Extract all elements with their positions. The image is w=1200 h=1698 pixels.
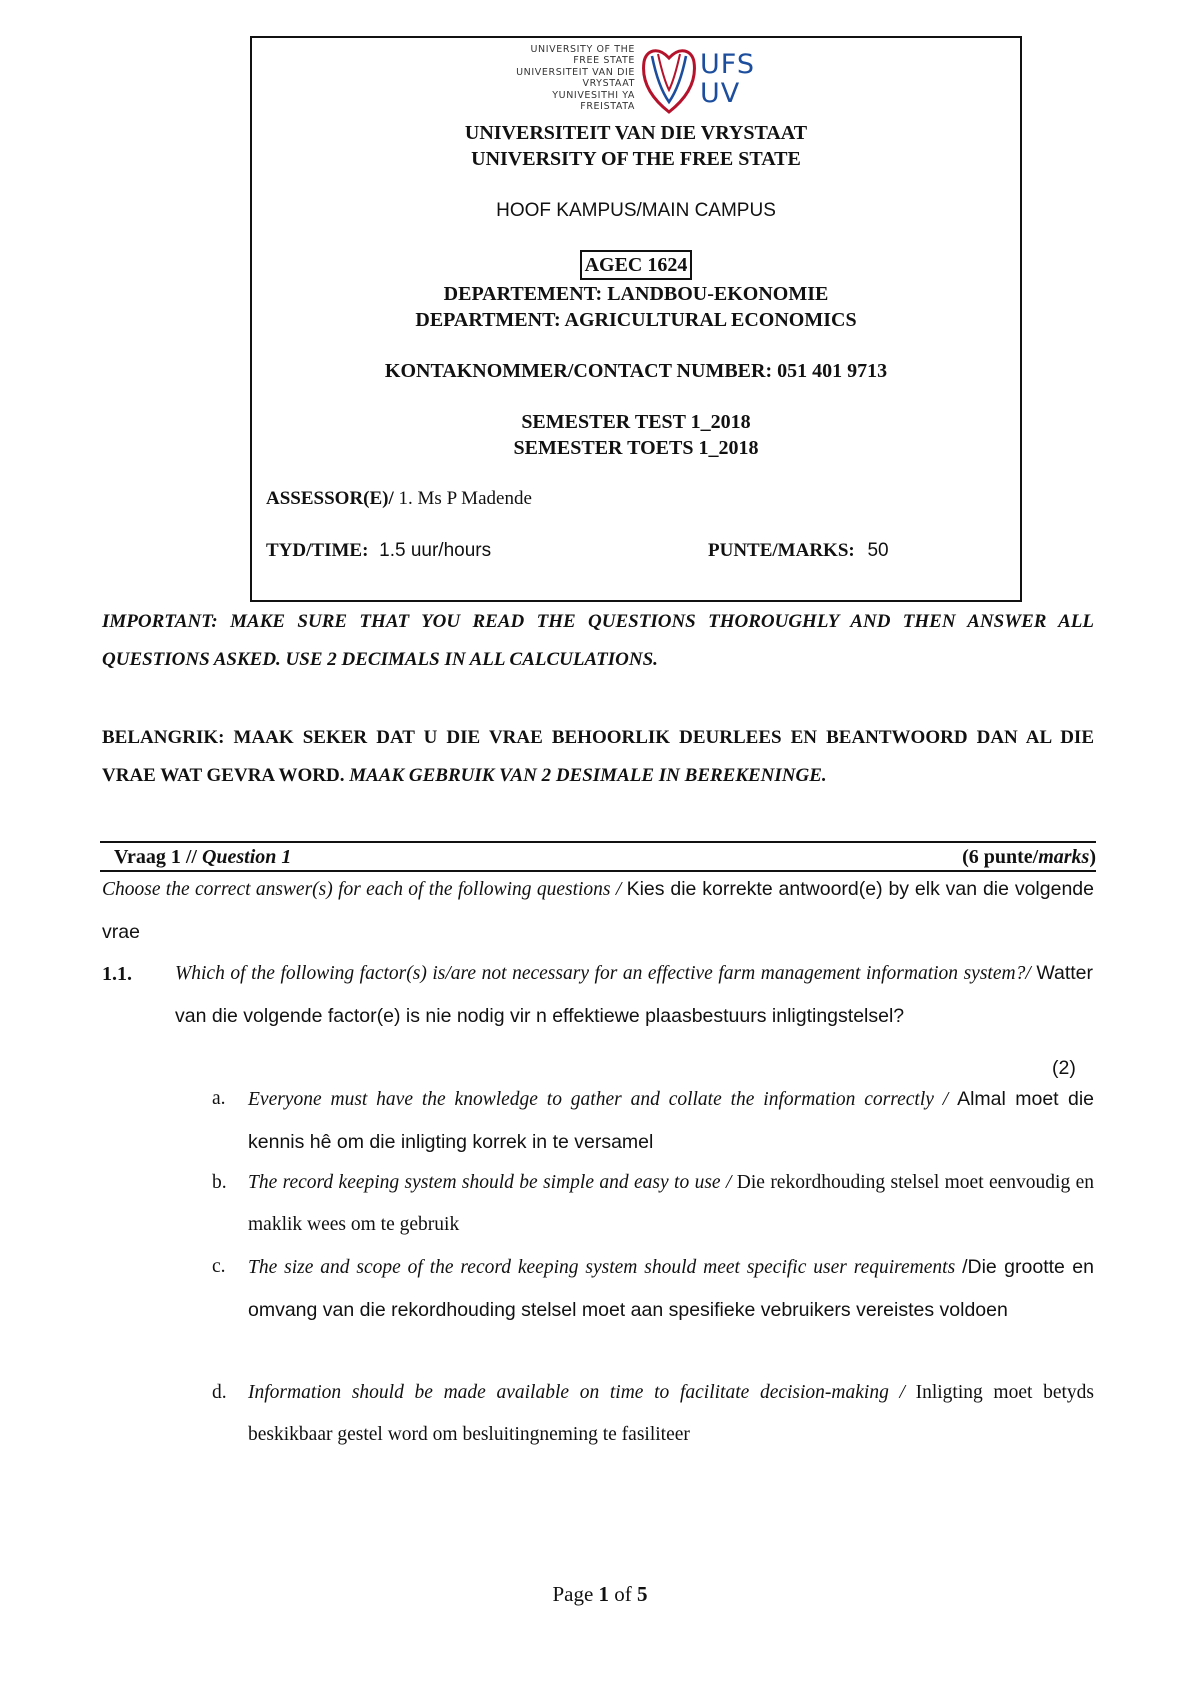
option-b-af: Die rekordhouding stelsel moet eenvoudig en maklik wees om te gebruik [248, 1172, 1095, 1235]
question-1-1-en: Which of the following factor(s) is/are not necessary for an effective farm management information system?/ [175, 963, 1031, 984]
test-title-en: SEMESTER TEST 1_2018 [521, 411, 751, 433]
assessor-value: 1. Ms P Madende [398, 488, 532, 509]
option-c-letter: c. [212, 1256, 226, 1277]
option-a-letter: a. [212, 1088, 226, 1109]
page-of: of [614, 1582, 632, 1606]
marks-label: PUNTE/MARKS: [708, 540, 855, 561]
campus-name: HOOF KAMPUS/MAIN CAMPUS [496, 200, 776, 221]
logo-mark-bottom: UV [700, 78, 741, 109]
logo-line: FREE STATE [573, 55, 635, 67]
university-logo [490, 42, 790, 122]
question-1-label [114, 846, 291, 869]
option-d-letter: d. [212, 1382, 227, 1403]
marks-plain: (6 punte/ [962, 846, 1039, 868]
option-d-af: Inligting moet betyds beskikbaar gestel word om besluitingneming te fasiliteer [248, 1382, 1094, 1445]
question-number: 1.1. [102, 963, 132, 985]
page-current: 1 [598, 1582, 610, 1606]
option-d [248, 1372, 1094, 1456]
option-c-af: /Die grootte en omvang van die rekordhouding stelsel moet aan spesifieke vebruikers vereistes voldoen [248, 1256, 1094, 1321]
marks-italic: marks [1038, 846, 1090, 868]
contact-number: KONTAKNOMMER/CONTACT NUMBER: 051 401 9713 [384, 360, 888, 382]
option-a-af: Almal moet die kennis hê om die inligting korrek in te versamel [248, 1088, 1095, 1153]
page-total: 5 [637, 1582, 648, 1606]
option-b-en: The record keeping system should be simple and easy to use / [248, 1172, 732, 1193]
belangrik-text: BELANGRIK: MAAK SEKER DAT U DIE VRAE BEHOORLIK DEURLEES EN BEANTWOORD DAN AL DIE VRAE WAT GEVRA WORD. [102, 727, 1094, 786]
important-notice: IMPORTANT: MAKE SURE THAT YOU READ THE QUESTIONS THOROUGHLY AND THEN ANSWER ALL QUESTIONS ASKED. USE 2 DECIMALS IN ALL CALCULATIONS. [102, 611, 1094, 670]
question-label-af: Vraag 1 // [114, 846, 197, 868]
question-1-1-text [175, 952, 1093, 1038]
belangrik-italic-text: MAAK GEBRUIK VAN 2 DESIMALE IN BEREKENINGE. [349, 765, 827, 786]
time-label: TYD/TIME: [266, 540, 369, 561]
marks-close: ) [1089, 846, 1096, 868]
option-a-en: Everyone must have the knowledge to gather and collate the information correctly / [248, 1089, 949, 1110]
option-d-en: Information should be made available on time to facilitate decision-making / [248, 1382, 905, 1403]
logo-line: VRYSTAAT [582, 78, 635, 90]
page-footer [0, 1582, 1200, 1607]
time-field [266, 540, 491, 562]
option-b [248, 1162, 1094, 1246]
option-c [248, 1246, 1094, 1332]
logo-wordmark [490, 44, 635, 112]
logo-mark [700, 50, 755, 108]
module-code: AGEC 1624 [580, 250, 693, 280]
university-name-en: UNIVERSITY OF THE FREE STATE [471, 148, 801, 170]
department-af: DEPARTEMENT: LANDBOU-EKONOMIE [443, 283, 829, 305]
assessor-field [266, 488, 532, 510]
department-en: DEPARTMENT: AGRICULTURAL ECONOMICS [415, 309, 857, 331]
question-1-1-af: Watter van die volgende factor(e) is nie nodig vir n effektiewe plaasbestuurs inligtingstelsel? [175, 962, 1094, 1027]
assessor-label: ASSESSOR(E)/ [266, 488, 394, 509]
option-c-en: The size and scope of the record keeping system should meet specific user requirements [248, 1257, 956, 1278]
option-b-letter: b. [212, 1172, 227, 1193]
marks-field [708, 540, 889, 562]
question-1-marks [962, 846, 1096, 869]
question-top-rule [100, 841, 1096, 843]
logo-line: UNIVERSITEIT VAN DIE [516, 66, 635, 78]
question-label-en: Question 1 [201, 846, 292, 868]
logo-line: UNIVERSITY OF THE [530, 44, 635, 55]
question-instruction [102, 868, 1094, 954]
marks-value: 50 [867, 540, 889, 561]
module-code-wrap [250, 250, 1022, 280]
page-label: Page [552, 1582, 594, 1606]
question-1-1-marks: (2) [1052, 1057, 1076, 1079]
logo-mark-top: UFS [700, 49, 755, 80]
logo-line: FREISTATA [580, 101, 635, 113]
instruction-af: Kies die korrekte antwoord(e) by elk van die volgende vrae [102, 878, 1094, 943]
belangrik-notice [102, 719, 1094, 795]
time-value: 1.5 uur/hours [379, 540, 492, 561]
logo-line: YUNIVESITHI YA [552, 89, 635, 101]
logo-heart-icon [640, 42, 698, 116]
test-title-af: SEMESTER TOETS 1_2018 [513, 437, 759, 459]
university-name-af: UNIVERSITEIT VAN DIE VRYSTAAT [464, 122, 808, 144]
option-a [248, 1078, 1094, 1164]
instruction-en: Choose the correct answer(s) for each of the following questions / [102, 879, 622, 900]
